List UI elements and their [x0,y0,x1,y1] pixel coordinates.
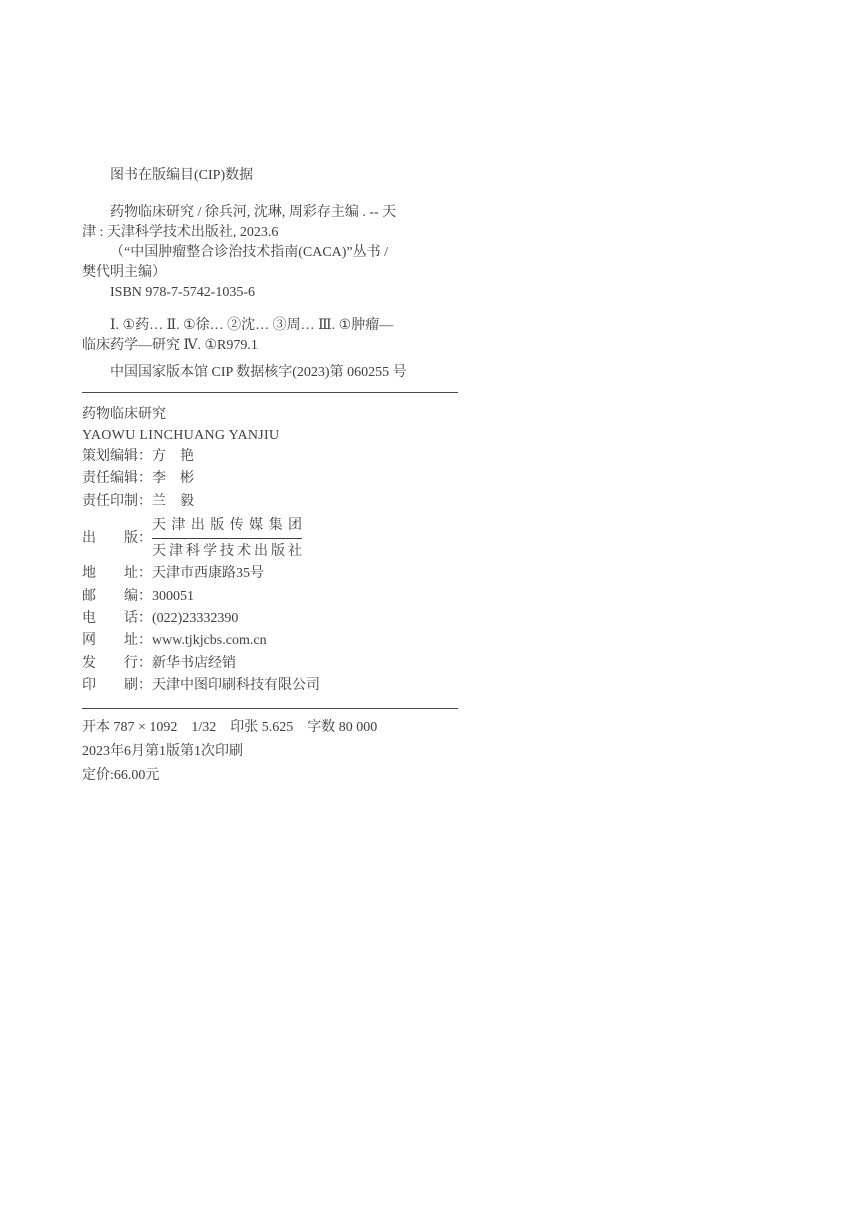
divider-bottom [82,708,458,709]
cip-number-line: 中国国家版本馆 CIP 数据核字(2023)第 060255 号 [110,365,407,380]
cip-series-line-1: （“中国肿瘤整合诊治技术指南(CACA)”丛书 / [110,245,389,260]
row-value: 兰 毅 [152,493,194,509]
row-label: 印 刷： [82,678,152,694]
cip-series-line-2: 樊代明主编） [82,265,166,280]
row-value: www.tjkjcbs.com.cn [152,633,267,649]
divider-top [82,392,458,393]
cip-record-line-1: 药物临床研究 / 徐兵河, 沈琳, 周彩存主编 . -- 天 [110,205,397,220]
book-title-pinyin: YAOWU LINCHUANG YANJIU [82,428,280,443]
postcode-row [82,586,458,608]
website-row [82,630,458,652]
editor-row [82,446,458,468]
editor-row [82,468,458,490]
format-spec-line: 开本 787 × 1092 1/32 印张 5.625 字数 80 000 [82,719,378,735]
cip-classification-line-1: Ⅰ. ①药… Ⅱ. ①徐… ②沈… ③周… Ⅲ. ①肿瘤— [110,318,394,333]
publisher-row [82,516,458,561]
cip-data-block [82,166,458,383]
cip-classification-line-2: 临床药学—研究 Ⅳ. ①R979.1 [82,338,258,353]
publisher-fraction [152,516,302,561]
printer-row [82,675,458,697]
edition-line: 2023年6月第1版第1次印刷 [82,743,243,759]
printing-info-block [82,716,458,788]
row-value: 天津中图印刷科技有限公司 [152,678,320,694]
address-row [82,563,458,585]
row-value: (022)23332390 [152,611,239,627]
distribution-row [82,653,458,675]
isbn-line: ISBN 978-7-5742-1035-6 [110,285,256,300]
phone-row [82,608,458,630]
row-label: 地 址： [82,566,152,582]
colophon-block [82,404,458,698]
row-value: 李 彬 [152,471,194,487]
row-label: 邮 编： [82,588,152,604]
row-label: 电 话： [82,611,152,627]
row-value: 新华书店经销 [152,655,236,671]
row-label: 策划编辑： [82,449,152,464]
row-value: 方 艳 [152,449,194,464]
editor-row [82,491,458,513]
cip-heading: 图书在版编目(CIP)数据 [110,168,254,183]
price-line: 定价:66.00元 [82,767,160,783]
page-content [82,166,458,788]
row-label: 责任编辑： [82,471,152,487]
row-value: 300051 [152,588,194,604]
book-title: 药物临床研究 [82,407,166,422]
publisher-press: 天津科学技术出版社 [152,544,302,560]
row-label: 发 行： [82,655,152,671]
cip-record-line-2: 津 : 天津科学技术出版社, 2023.6 [82,225,279,240]
row-value: 天津市西康路35号 [152,566,264,582]
row-label: 责任印制： [82,493,152,509]
row-label: 出 版： [82,530,152,546]
publisher-group: 天津出版传媒集团 [152,516,302,539]
row-label: 网 址： [82,633,152,649]
